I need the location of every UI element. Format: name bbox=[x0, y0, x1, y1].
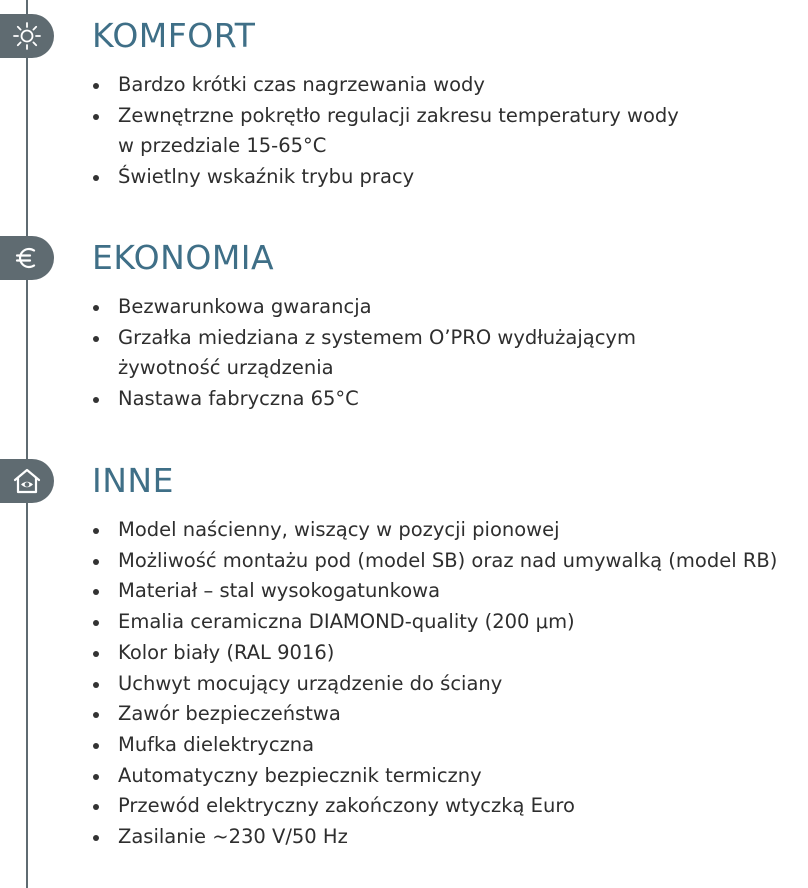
list-item: Materiał – stal wysokogatunkowa bbox=[90, 576, 777, 607]
bullet-list-inne bbox=[90, 515, 777, 853]
euro-icon bbox=[0, 236, 54, 280]
list-item-line: w przedziale 15-65°C bbox=[118, 134, 327, 158]
section-title-komfort: KOMFORT bbox=[92, 16, 256, 55]
list-item: Mufka dielektryczna bbox=[90, 730, 777, 761]
section-title-inne: INNE bbox=[92, 461, 174, 500]
list-item: Zawór bezpieczeństwa bbox=[90, 699, 777, 730]
list-item: Świetlny wskaźnik trybu pracy bbox=[90, 162, 679, 193]
list-item: Bezwarunkowa gwarancja bbox=[90, 292, 636, 323]
list-item bbox=[90, 323, 636, 384]
list-item: Emalia ceramiczna DIAMOND-quality (200 μm) bbox=[90, 607, 777, 638]
list-item: Automatyczny bezpiecznik termiczny bbox=[90, 761, 777, 792]
list-item: Uchwyt mocujący urządzenie do ściany bbox=[90, 669, 777, 700]
timeline-line bbox=[26, 0, 28, 888]
house-eye-icon bbox=[0, 459, 54, 503]
list-item-line: żywotność urządzenia bbox=[118, 356, 334, 380]
list-item: Nastawa fabryczna 65°C bbox=[90, 384, 636, 415]
sun-icon bbox=[0, 14, 54, 58]
bullet-list-ekonomia bbox=[90, 292, 636, 415]
list-item: Model naścienny, wiszący w pozycji pionowej bbox=[90, 515, 777, 546]
list-item bbox=[90, 101, 679, 162]
list-item-line: Zewnętrzne pokrętło regulacji zakresu temperatury wody bbox=[118, 103, 679, 127]
section-title-ekonomia: EKONOMIA bbox=[92, 238, 275, 277]
list-item-line: Grzałka miedziana z systemem O’PRO wydłużającym bbox=[118, 325, 636, 349]
list-item: Bardzo krótki czas nagrzewania wody bbox=[90, 70, 679, 101]
bullet-list-komfort bbox=[90, 70, 679, 193]
list-item: Kolor biały (RAL 9016) bbox=[90, 638, 777, 669]
list-item: Zasilanie ~230 V/50 Hz bbox=[90, 822, 777, 853]
list-item: Przewód elektryczny zakończony wtyczką Euro bbox=[90, 791, 777, 822]
list-item: Możliwość montażu pod (model SB) oraz nad umywalką (model RB) bbox=[90, 546, 777, 577]
